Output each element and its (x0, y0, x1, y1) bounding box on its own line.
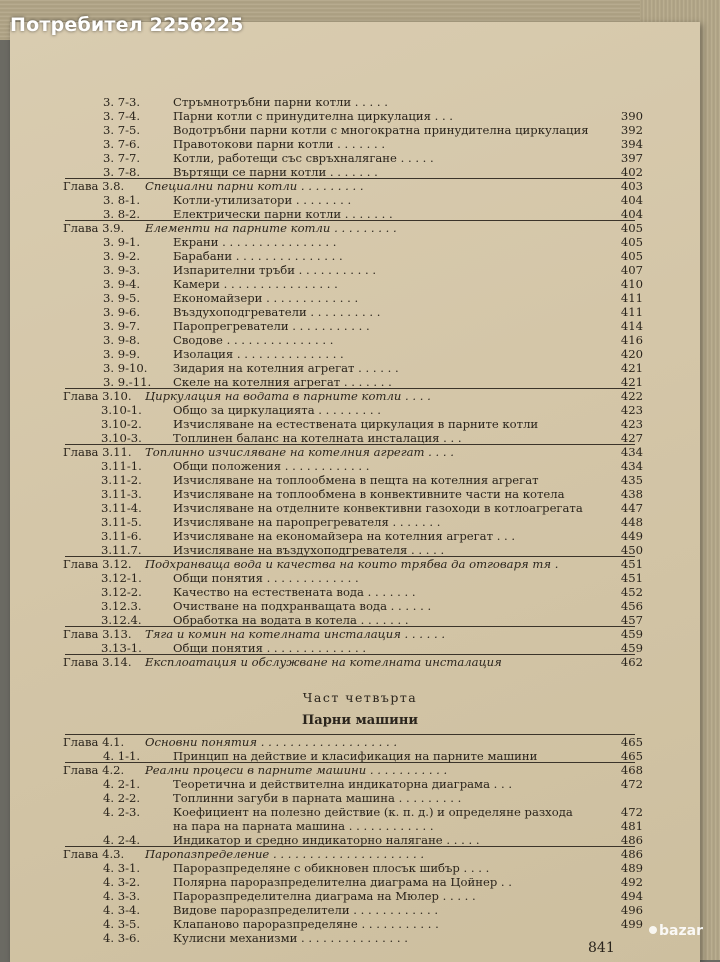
toc-title: Паропазпределение . . . . . . . . . . . . . . . . . . . . . (145, 847, 425, 861)
chapter-rule (65, 734, 635, 735)
toc-title: Индикатор и средно индикаторно налягане . . . . . (173, 833, 480, 847)
toc-title: Общи положения . . . . . . . . . . . . (173, 459, 370, 473)
toc-number: 3.11-6. (101, 529, 142, 543)
toc-entry-row (0, 193, 720, 208)
toc-page-number: 397 (620, 151, 643, 165)
chapter-rule (65, 654, 635, 655)
toc-entry-row (0, 599, 720, 614)
toc-page-number: 427 (620, 431, 643, 445)
toc-page-number: 456 (620, 599, 643, 613)
toc-title: Водотръбни парни котли с многократна принудителна циркулация (173, 123, 589, 137)
toc-title: Общо за циркулацията . . . . . . . . . (173, 403, 381, 417)
toc-title: Специални парни котли . . . . . . . . . (145, 179, 364, 193)
toc-title: Правотокови парни котли . . . . . . . (173, 137, 386, 151)
toc-chapter-row (0, 557, 720, 572)
toc-page-number: 421 (620, 375, 643, 389)
toc-page-number: 457 (620, 613, 643, 627)
toc-number: 3.11-5. (101, 515, 142, 529)
toc-chapter-row (0, 735, 720, 750)
toc-page-number: 465 (620, 749, 643, 763)
toc-title: Пароразпределяне с обикновен плосък шибър . . . . (173, 861, 490, 875)
toc-title: Елементи на парните котли . . . . . . . . . (145, 221, 397, 235)
toc-title: Реални процеси в парните машини . . . . . . . . . . . (145, 763, 448, 777)
toc-entry-row (0, 917, 720, 932)
toc-entry-row (0, 319, 720, 334)
page-number: 841 (588, 940, 615, 956)
section-heading: Парни машини (302, 713, 418, 728)
toc-entry-row (0, 487, 720, 502)
toc-page-number: 405 (620, 249, 643, 263)
toc-page-number: 434 (620, 459, 643, 473)
toc-title: Общи понятия . . . . . . . . . . . . . (173, 571, 359, 585)
toc-entry-row (0, 777, 720, 792)
toc-number: 3.11-4. (101, 501, 142, 515)
toc-title: Обработка на водата в котела . . . . . . . (173, 613, 409, 627)
toc-title: Изчисляване на економайзера на котелния агрегат . . . (173, 529, 516, 543)
toc-title: Въздухоподгреватели . . . . . . . . . . (173, 305, 381, 319)
toc-page-number: 411 (620, 291, 643, 305)
toc-page-number: 451 (620, 557, 643, 571)
toc-title: Парни котли с принудителна циркулация . . . (173, 109, 453, 123)
toc-number: 3. 7-7. (103, 151, 141, 165)
chapter-rule (65, 178, 635, 179)
toc-title: Кулисни механизми . . . . . . . . . . . . . . . (173, 931, 408, 945)
toc-title: Качество на естествената вода . . . . . . . (173, 585, 416, 599)
toc-page-number: 468 (620, 763, 643, 777)
toc-number: 3.11-1. (101, 459, 142, 473)
toc-title: Котли, работещи със свръхналягане . . . . . (173, 151, 434, 165)
toc-number: 3.10-1. (101, 403, 142, 417)
toc-title: Изчисляване на топлообмена в пещта на котелния агрегат (173, 473, 539, 487)
toc-page-number: 499 (620, 917, 643, 931)
toc-title: на пара на парната машина . . . . . . . . . . . . (173, 819, 434, 833)
toc-entry-row (0, 305, 720, 320)
toc-title: Очистване на подхранващата вода . . . . . . (173, 599, 432, 613)
part-heading: Част четвърта (302, 690, 418, 705)
toc-page-number: 459 (620, 641, 643, 655)
toc-number: 4. 2-4. (103, 833, 141, 847)
toc-number: 3. 7-6. (103, 137, 141, 151)
toc-page-number: 390 (620, 109, 643, 123)
toc-number: 3.12-1. (101, 571, 142, 585)
toc-number: 3.10-2. (101, 417, 142, 431)
toc-entry-row (0, 361, 720, 376)
toc-title: Клапаново пароразпределяне . . . . . . . . . . . (173, 917, 439, 931)
toc-entry-row (0, 249, 720, 264)
chapter-rule (65, 846, 635, 847)
toc-title: Теоретична и действителна индикаторна диаграма . . . (173, 777, 513, 791)
toc-title: Електрически парни котли . . . . . . . (173, 207, 393, 221)
toc-number: 3. 9-9. (103, 347, 141, 361)
toc-page-number: 434 (620, 445, 643, 459)
toc-entry-row (0, 585, 720, 600)
toc-entry-row (0, 515, 720, 530)
toc-number: 3. 7-4. (103, 109, 141, 123)
bazar-logo-text: bazar (659, 923, 703, 939)
toc-number: 3. 7-8. (103, 165, 141, 179)
toc-number: Глава 3.10. (63, 389, 132, 403)
toc-page-number: 450 (620, 543, 643, 557)
toc-page-number: 449 (620, 529, 643, 543)
toc-title: Зидария на котелния агрегат . . . . . . (173, 361, 399, 375)
toc-page-number: 486 (620, 847, 643, 861)
toc-page-number: 405 (620, 221, 643, 235)
toc-page-number: 407 (620, 263, 643, 277)
toc-title: Стръмнотръбни парни котли . . . . . (173, 95, 388, 109)
toc-title: Топлинно изчисляване на котелния агрегат . . . . (145, 445, 454, 459)
toc-number: 4. 1-1. (103, 749, 141, 763)
watermark-user: Потребител 2256225 (10, 14, 244, 36)
toc-title: Изчисляване на естествената циркулация в парните котли (173, 417, 539, 431)
toc-entry-row (0, 529, 720, 544)
toc-number: 3. 8-1. (103, 193, 141, 207)
toc-page-number: 496 (620, 903, 643, 917)
toc-page-number: 465 (620, 735, 643, 749)
chapter-rule (65, 762, 635, 763)
toc-number: 3. 9-10. (103, 361, 148, 375)
chapter-rule (65, 626, 635, 627)
toc-page-number: 472 (620, 777, 643, 791)
toc-title: Общи понятия . . . . . . . . . . . . . . (173, 641, 367, 655)
toc-number: 3. 9.-11. (103, 375, 152, 389)
toc-entry-row (0, 473, 720, 488)
toc-page-number: 404 (620, 193, 643, 207)
toc-title: Изчисляване на въздухоподгревателя . . . . . (173, 543, 445, 557)
toc-entry-row (0, 805, 720, 820)
toc-page-number: 403 (620, 179, 643, 193)
toc-chapter-row (0, 221, 720, 236)
toc-title: Екрани . . . . . . . . . . . . . . . . (173, 235, 337, 249)
toc-number: 3.11-3. (101, 487, 142, 501)
toc-page-number: 423 (620, 403, 643, 417)
toc-page-number: 486 (620, 833, 643, 847)
toc-number: 3.13-1. (101, 641, 142, 655)
toc-page-number: 416 (620, 333, 643, 347)
toc-number: 3. 9-5. (103, 291, 141, 305)
toc-chapter-row (0, 655, 720, 670)
chapter-rule (65, 556, 635, 557)
toc-number: 3. 9-6. (103, 305, 141, 319)
toc-title: Сводове . . . . . . . . . . . . . . . (173, 333, 334, 347)
toc-chapter-row (0, 847, 720, 862)
toc-entry-row (0, 403, 720, 418)
toc-page-number: 414 (620, 319, 643, 333)
toc-title: Скеле на котелния агрегат . . . . . . . (173, 375, 392, 389)
toc-title: Въртящи се парни котли . . . . . . . (173, 165, 378, 179)
toc-entry-row (0, 791, 720, 806)
toc-number: Глава 3.12. (63, 557, 132, 571)
toc-number: 3. 9-3. (103, 263, 141, 277)
toc-title: Изчисляване на топлообмена в конвективните части на котела (173, 487, 565, 501)
toc-chapter-row (0, 445, 720, 460)
toc-title: Топлинен баланс на котелната инсталация . . . (173, 431, 462, 445)
toc-page-number: 481 (620, 819, 643, 833)
toc-number: 4. 2-3. (103, 805, 141, 819)
toc-page-number: 492 (620, 875, 643, 889)
toc-title: Изчисляване на отделните конвективни газоходи в котлоагрегата (173, 501, 583, 515)
toc-title: Експлоатация и обслужване на котелната инсталация (145, 655, 502, 669)
toc-number: Глава 3.13. (63, 627, 132, 641)
toc-number: 3. 9-4. (103, 277, 141, 291)
toc-number: 3. 9-8. (103, 333, 141, 347)
toc-number: 3. 9-2. (103, 249, 141, 263)
toc-entry-row (0, 137, 720, 152)
toc-entry-row (0, 501, 720, 516)
toc-entry-row (0, 95, 720, 110)
toc-number: Глава 4.2. (63, 763, 125, 777)
toc-title: Изпарителни тръби . . . . . . . . . . . (173, 263, 376, 277)
toc-title: Коефициент на полезно действие (к. п. д.) и определяне разхода (173, 805, 573, 819)
toc-page-number: 394 (620, 137, 643, 151)
toc-entry-row (0, 123, 720, 138)
toc-page-number: 423 (620, 417, 643, 431)
toc-number: 3. 7-3. (103, 95, 141, 109)
toc-page-number: 451 (620, 571, 643, 585)
toc-number: 3.10-3. (101, 431, 142, 445)
chapter-rule (65, 444, 635, 445)
bazar-logo (645, 913, 713, 947)
toc-title: Видове пароразпределители . . . . . . . . . . . . (173, 903, 439, 917)
toc-title: Барабани . . . . . . . . . . . . . . . (173, 249, 343, 263)
chapter-rule (65, 220, 635, 221)
toc-page-number: 462 (620, 655, 643, 669)
toc-page-number: 420 (620, 347, 643, 361)
toc-chapter-row (0, 763, 720, 778)
toc-page-number: 405 (620, 235, 643, 249)
toc-chapter-row (0, 179, 720, 194)
toc-title: Паропрегреватели . . . . . . . . . . . (173, 319, 370, 333)
toc-page-number: 421 (620, 361, 643, 375)
toc-entry-row (0, 277, 720, 292)
toc-page-number: 435 (620, 473, 643, 487)
toc-title: Принцип на действие и класификация на парните машини (173, 749, 538, 763)
toc-title: Камери . . . . . . . . . . . . . . . . (173, 277, 338, 291)
toc-entry-row (0, 819, 720, 834)
chapter-rule (65, 388, 635, 389)
toc-page-number: 438 (620, 487, 643, 501)
toc-number: 4. 3-4. (103, 903, 141, 917)
toc-page-number: 447 (620, 501, 643, 515)
toc-number: Глава 3.8. (63, 179, 125, 193)
toc-page-number: 489 (620, 861, 643, 875)
toc-title: Топлинни загуби в парната машина . . . . . . . . . (173, 791, 462, 805)
toc-page-number: 494 (620, 889, 643, 903)
toc-chapter-row (0, 627, 720, 642)
toc-title: Полярна пароразпределителна диаграма на Цойнер . . (173, 875, 512, 889)
toc-number: 4. 3-2. (103, 875, 141, 889)
toc-number: 3.11-2. (101, 473, 142, 487)
toc-number: 4. 3-3. (103, 889, 141, 903)
toc-title: Изчисляване на паропрегревателя . . . . . . . (173, 515, 441, 529)
toc-entry-row (0, 571, 720, 586)
toc-title: Циркулация на водата в парните котли . . . . (145, 389, 431, 403)
toc-entry-row (0, 109, 720, 124)
toc-title: Котли-утилизатори . . . . . . . . (173, 193, 352, 207)
toc-page-number: 452 (620, 585, 643, 599)
toc-number: Глава 3.11. (63, 445, 132, 459)
toc-entry-row (0, 903, 720, 918)
toc-number: Глава 4.3. (63, 847, 125, 861)
toc-number: Глава 3.14. (63, 655, 132, 669)
toc-chapter-row (0, 389, 720, 404)
toc-page-number: 402 (620, 165, 643, 179)
toc-number: 3.12-2. (101, 585, 142, 599)
toc-number: 4. 3-5. (103, 917, 141, 931)
toc-number: 4. 2-1. (103, 777, 141, 791)
toc-number: 3. 9-7. (103, 319, 141, 333)
toc-page-number: 404 (620, 207, 643, 221)
toc-number: 4. 2-2. (103, 791, 141, 805)
toc-page-number: 410 (620, 277, 643, 291)
toc-number: Глава 4.1. (63, 735, 125, 749)
toc-number: 3.11.7. (101, 543, 142, 557)
toc-entry-row (0, 333, 720, 348)
toc-title: Економайзери . . . . . . . . . . . . . (173, 291, 359, 305)
toc-entry-row (0, 235, 720, 250)
toc-page-number: 472 (620, 805, 643, 819)
toc-number: 4. 3-1. (103, 861, 141, 875)
toc-title: Пароразпределителна диаграма на Мюлер . . . . . (173, 889, 476, 903)
toc-entry-row (0, 459, 720, 474)
toc-number: 3.12.3. (101, 599, 142, 613)
toc-entry-row (0, 417, 720, 432)
toc-title: Подхранваща вода и качества на които трябва да отговаря тя . (145, 557, 559, 571)
toc-entry-row (0, 861, 720, 876)
toc-number: Глава 3.9. (63, 221, 125, 235)
toc-number: 4. 3-6. (103, 931, 141, 945)
toc-entry-row (0, 263, 720, 278)
toc-number: 3. 9-1. (103, 235, 141, 249)
toc-page-number: 392 (620, 123, 643, 137)
toc-entry-row (0, 875, 720, 890)
toc-page-number: 422 (620, 389, 643, 403)
toc-title: Изолация . . . . . . . . . . . . . . . (173, 347, 344, 361)
toc-entry-row (0, 151, 720, 166)
toc-title: Тяга и комин на котелната инсталация . . . . . . (145, 627, 446, 641)
toc-entry-row (0, 889, 720, 904)
toc-number: 3. 7-5. (103, 123, 141, 137)
toc-page-number: 459 (620, 627, 643, 641)
toc-entry-row (0, 347, 720, 362)
toc-page-number: 448 (620, 515, 643, 529)
toc-number: 3.12.4. (101, 613, 142, 627)
toc-number: 3. 8-2. (103, 207, 141, 221)
toc-page-number: 411 (620, 305, 643, 319)
toc-entry-row (0, 291, 720, 306)
toc-title: Основни понятия . . . . . . . . . . . . . . . . . . . (145, 735, 398, 749)
